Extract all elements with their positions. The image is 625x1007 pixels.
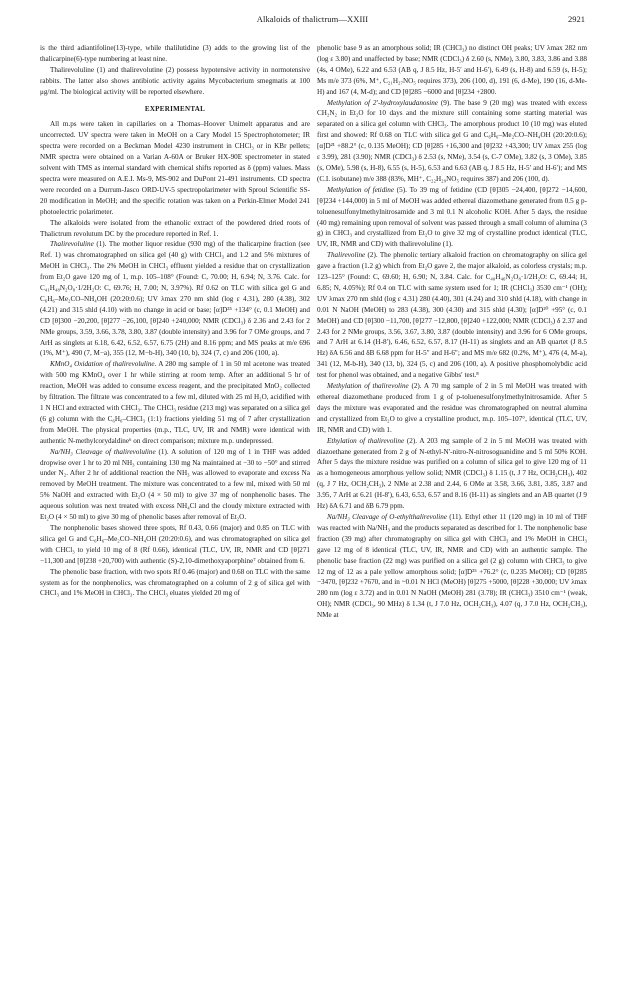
subsection-lead: Na/NH₃ Cleavage of thalirevoluline: [50, 447, 156, 456]
subsection-paragraph: [40, 447, 310, 523]
page-number: 2921: [568, 14, 585, 24]
subsection-body: (9). The base 9 (20 mg) was treated with excess CH₂N₂ in Et₂O for 10 days and the mixture still containing some starting material was separated on a silica gel column with CHCl₃. The amorphous product 10 (10 mg) was eluted first and showed: Rf 0.68 on TLC with silica gel G and C₆H₆–Me₂CO–NH₄OH (20:20:0.6); [α]D²¹ +88.2° (c, 0.135 MeOH); CD [θ]285 +16,300 and [θ]232 +43,300; UV λmax 255 (log ε 3.99), 281 (3.90); NMR (CDCl₃) δ 2.53 (s, NMe), 3.54 (s, C-7 OMe), 3.82 (s, 3 OMe), 3.85 (s, OMe), 5.98 (s, H-8), 6.55 (s, H-5), 6.53 and 6.63 (AB q, J 8.5 Hz, H-5′ and H-6′); and MS (C.I. isobutane) m/e 388 (83%, MH⁺, C₂₂H₂₉NO₅ requires 387) and 206 (100, d).: [317, 98, 588, 183]
section-heading: EXPERIMENTAL: [144, 104, 206, 113]
subsection-body: (1). The mother liquor residue (930 mg) of the thalicarpine fraction (see Ref. 1) was chromatographed on silica gel (40 g) with CHCl₃ and 1.2 and 5% mixtures of MeOH in CHCl₃. The 2% MeOH in CHCl₃ effluent yielded a residue that on crystallization from Et₂O gave 120 mg of 1, m.p. 105–108° (Found: C, 70.00; H, 6.94; N, 3.76. Calc. for C₄₁H₄₈N₂O₈·1/2H₂O: C, 69.76; H, 7.00; N, 3.97%). Rf 0.62 on TLC with silica gel G and C₆H₆–Me₂CO–NH₄OH (20:20:0.6); UV λmax 270 nm shld (log ε 4.31), 280 (4.38), 302 (4.21) and 315 shld (4.10) with no change in acid or base; [α]D²⁵ +134° (c, 0.1 MeOH) and CD [θ]300 −20,200, [θ]277 −26,100, [θ]240 +240,000; NMR (CDCl₃) δ 2.36 and 2.43 for 2 NMe groups, 3.59, 3.66, 3.78, 3.80, 3.87 (double intensity) and 3.96 for 7 OMe groups, and 7 ArH as singlets at 6.18, 6.42, 6.52, 6.57, 6.75 (2H) and 8.16 ppm; and MS peaks at m/e 696 (1%, M⁺), 490 (7, M−a), 355 (12, M−b-H), 340 (10, b), 324 (7, c) and 206 (100, a).: [40, 240, 310, 358]
subsection-lead: Methylation of fetidine: [327, 185, 395, 194]
subsection-paragraph: [317, 98, 587, 185]
subsection-lead: Thalirevoline: [327, 251, 366, 260]
subsection-lead: Methylation of thalirevoline: [327, 382, 409, 391]
subsection-body: The nonphenolic bases showed three spots, Rf 0.43, 0.66 (major) and 0.85 on TLC with silica gel G and C₆H₆–Me₂CO–NH₄OH (20:20:0.6), and was chromatographed on silica gel with CHCl₃ to yield 10 mg of 8 (Rf 0.66), identical (TLC, UV, IR, NMR and CD [θ]271 −11,300 and [θ]238 +20,700) with authentic (S)-2,10-dimethoxyaporphine⁷ obtained from 6.: [40, 523, 310, 565]
subsection-body: phenolic base 9 as an amorphous solid; IR (CHCl₃) no distinct OH peaks; UV λmax 282 nm (log ε 3.80) and unaffected by base; NMR (CDCl₃) δ 2.60 (s, NMe), 3.80, 3.83, 3.86 and 3.88 (4s, 4 OMe), 6.22 and 6.53 (AB q, J 8.5 Hz, H-5′ and H-6′), 6.49 (s, H-8) and 6.59 (s, H-5); Ms m/e 373 (6%, M⁺, C₂₁H₂₇NO₅ requires 373), 206 (100, d), 191 (6, d-Me), 190 (16, d-Me-H) and 167 (4, M-d); and CD [θ]285 −6000 and [θ]234 +2800.: [317, 44, 587, 96]
subsection-paragraph: [317, 250, 587, 381]
intro-paragraph: Thalirevoluline (1) and thalirevolutine (2) possess hypotensive activity in normotensive rabbits. The latter also shows antibiotic activity agains Mycobacterium smegmatis at 100 μg/ml. The biological activity will be reported elsewhere.: [40, 65, 310, 96]
subsection-paragraph: [317, 381, 587, 436]
subsection-paragraph: [40, 359, 310, 446]
running-header: [40, 14, 585, 28]
right-column: [317, 43, 587, 621]
isolation-paragraph: The alkaloids were isolated from the ethanolic extract of the powdered dried roots of Thalictrum revolutum DC by the procedure reported in Ref. 1.: [40, 218, 310, 238]
subsection-body: (2). A 203 mg sample of 2 in 5 ml MeOH was treated with diazoethane generated from 2 g of N-ethyl-N′-nitro-N-nitrosoguanidine and 5 ml 50% KOH. After 5 days the mixture residue was purified on a column of silica gel to give 120 mg of 11 as a homogeneous amorphous yellow solid; NMR (CDCl₃) δ 1.15 (t, J 7 Hz, OCH₂CH₃), 402 (q, J 7 Hz, OCH₂CH₃), 2 NMe at 2.38 and 2.44, 6 OMe at 3.58, 3.66, 3.81, 3.85, 3.87 and 3.95, 7 ArH at 6.21 (H-8′), 6.43, 6.53, 6.57 and 8.16 (H-11) as singlets and an AB quartet (J 9 Hz) δA 6.71 and δB 6.79 ppm.: [317, 436, 587, 511]
subsection-lead: Thalirevoluline: [50, 240, 94, 249]
subsection-paragraph: [317, 436, 587, 512]
subsection-paragraph: [317, 512, 587, 621]
subsection-body: (2). A 70 mg sample of 2 in 5 ml MeOH was treated with ethereal diazomethane produced from 1 g of p-toluenesulfonylmethylnitrosamide. After 5 days the mixture was evaporated and the residue was chromatographed on neutral alumina and crystallized from Et₂O to give a crystalline product, m.p. 105–107°, identical (TLC, UV, IR, NMR and CD) with 1.: [317, 382, 587, 434]
subsection-body: (1). A solution of 120 mg of 1 in THF was added dropwise over 1 hr to 20 ml NH₃ containing 130 mg Na maintained at −30 to −50° and stirred under N₂. After 2 hr of additional reaction the NH₃ was allowed to evaporate and excess Na removed by MeOH treatment. The mixture was concentrated to a few ml, mixed with 50 ml 5% NaOH and extracted with Et₂O (4 × 50 ml) to give 37 mg of nonphenolic bases. The aqueous solution was next treated with excess NH₄Cl and the cloudy mixture extracted with Et₂O (4 × 50 ml) to give 30 mg of phenolic bases after removal of Et₂O.: [40, 447, 310, 522]
intro-paragraph: is the third adiantifoline(13)-type, while thalilutidine (3) adds to the growing list of the thalicarpine(6)-type numbering at least nine.: [40, 44, 310, 63]
subsection-paragraph: [317, 43, 587, 98]
left-column: [40, 43, 310, 599]
subsection-body: A 280 mg sample of 1 in 50 ml acetone was treated with 500 mg KMnO₄ over 1 hr while stirring at room temp. After an additional 5 hr of reaction, MeOH was added to consume excess reagent, and the precipitated MnO₂ collected by filtration. The filtrate was concentrated to a few ml, diluted with 25 ml H₂O, acidified with 1 N HCl and extracted with CHCl₃. The CHCl₃ residue (213 mg) was separated on a silica gel (6 g) column with the C₆H₆–CHCl₃ (1:1) fractions yielding 51 mg of 7 after crystallization from MeOH. The physical properties (m.p., TLC, UV, IR and NMR) were identical with authentic N-methylcorydaldine⁶ on direct comparison; mixture m.p. undepressed.: [40, 360, 310, 445]
subsection-lead: KMnO₄ Oxidation of thalirevoluline.: [50, 360, 157, 369]
subsection-body: (5). To 39 mg of fetidine (CD [θ]305 −24,400, [θ]272 −14,600, [θ]234 +144,000) in 5 ml of MeOH was added ethereal diazomethane generated from 0.5 g p-toluenesulfonylmethylnitrosamide and 3 ml 0.1 N alcoholic KOH. After 5 days, the residue (40 mg) remaining upon removal of solvent was passed through a small column of alumina (3 g) in CHCl₃ and crystallized from Et₂O to give 32 mg of crystalline product identical (TLC, UV, IR, NMR and CD) with thalirevoluline (1).: [317, 185, 587, 249]
experimental-general-paragraph: All m.ps were taken in capillaries on a Thomas–Hoover Unimelt apparatus and are uncorrected. UV spectra were taken in MeOH on a Cary Model 15 Spectrophotometer; IR spectra were recorded on a Beckman Model 4230 instrument in CHCl₃ or in KBr pellets; NMR spectra were obtained on a Varian A-60A or Bruker HX-90E spectrometer in stated solvent with TMS as internal standard with chemical shifts reported as δ (ppm) values. Mass spectra were measured on A.E.I. Ms-9, MS-902 and DuPont 21-491 instruments. CD spectra were recorded on a Durrum-Jasco ORD-UV-5 spectropolarimeter with Sproul Scientific SS-20 modification in MeOH; and the specific rotation was taken on a Perkin-Elmer Model 241 photoelectric polarimeter.: [40, 120, 310, 216]
subsection-body: (2). The phenolic tertiary alkaloid fraction on chromatography on silica gel gave a fraction (1.2 g) which from Et₂O gave 2, the major alkaloid, as colorless crystals; m.p. 123–125° (Found: C, 69.60; H, 6.90; N, 3.84. Calc. for C₄₀H₄₆N₂O₈·1/2H₂O: C, 69.44; H, 6.85; N, 4.05%); Rf 0.4 on TLC with same system used for 1; IR (CHCl₃) 3530 cm⁻¹ (OH); UV λmax 270 nm shld (log ε 4.31) 280 (4.40), 301 (4.24) and 310 shld (4.18), with change in 0.01 N NaOH (MeOH) to 283 (4.38), 300 (4.30) and 315 shld (4.30); [α]D²⁰ +95° (c, 0.1 MeOH) and CD [θ]300 −11,700, [θ]277 −12,800, [θ]240 +122,000; NMR (CDCl₃) δ 2.37 and 2.43 for 2 NMe groups, 3.56, 3.67, 3.80, 3.87 (double intensity) and 3.96 for 6 OMe groups, and 7 ArH at 6.14 (H-8′), 6.46, 6.52, 6.57, 8.17 (H-11) as singlets and an AB quartet (J 8.5 Hz) δA 6.56 and δB 6.68 ppm for H-5″ and H-6″; and MS m/e 682 (0.2%, M⁺), 476 (4, M-a), 341 (12, M-b-H), 340 (13, b), 324 (5, c) and 206 (100, a). A positive phosphomolybdic acid test for phenol was obtained, and a negative Gibbs′ test.⁸: [317, 251, 587, 380]
subsection-lead: Na/NH₃ Cleavage of O-ethylthalirevoline: [327, 512, 447, 521]
running-title: Alkaloids of thalictrum—XXIII: [256, 14, 369, 24]
subsection-paragraph: [40, 239, 310, 359]
subsection-lead: Ethylation of thalirevoline: [327, 436, 405, 445]
subsection-paragraph: [40, 523, 310, 567]
subsection-lead: Methylation of 2′-hydroxylaudanosine: [327, 98, 438, 107]
subsection-body: The phenolic base fraction, with two spots Rf 0.46 (major) and 0.68 on TLC with the same system as for the nonphenolics, was chromatographed on a column of 2 g of silica gel with CHCl₃ and 1% MeOH in CHCl₃. The CHCl₃ eluates yielded 20 mg of: [40, 567, 310, 598]
subsection-body: (11). Ethyl ether 11 (120 mg) in 10 ml of THF was reacted with Na/NH₃ and the products separated as described for 1. The nonphenolic base fraction (39 mg) after chromatography on silica gel with CHCl₃ and 1% MeOH in CHCl₃ gave 12 mg of 8 identical (TLC, UV, IR, NMR and CD) with an authentic sample. The phenolic base fraction (22 mg) was purified on a silica gel (2 g) column with CHCl₃ to give 12 mg of 12 as a pale yellow amorphous solid; [α]D²⁵ +76.2° (c, 0.235 MeOH); CD [θ]285 −3470, [θ]232 +7670, and in ~0.01 N HCl (MeOH) [θ]275 +5000, [θ]228 +30,000; UV λmax 280 nm (log ε 3.72) and in 0.01 N NaOH (MeOH) 281 (3.78); IR (CHCl₃) 3510 cm⁻¹ (weak, OH); NMR (CDCl₃, 90 MHz) δ 1.34 (t, J 7.0 Hz, OCH₂CH₃), 4.07 (q, J 7.0 Hz, OCH₂CH₃), NMe at: [317, 512, 587, 620]
subsection-paragraph: [317, 185, 587, 250]
subsection-paragraph: [40, 567, 310, 600]
